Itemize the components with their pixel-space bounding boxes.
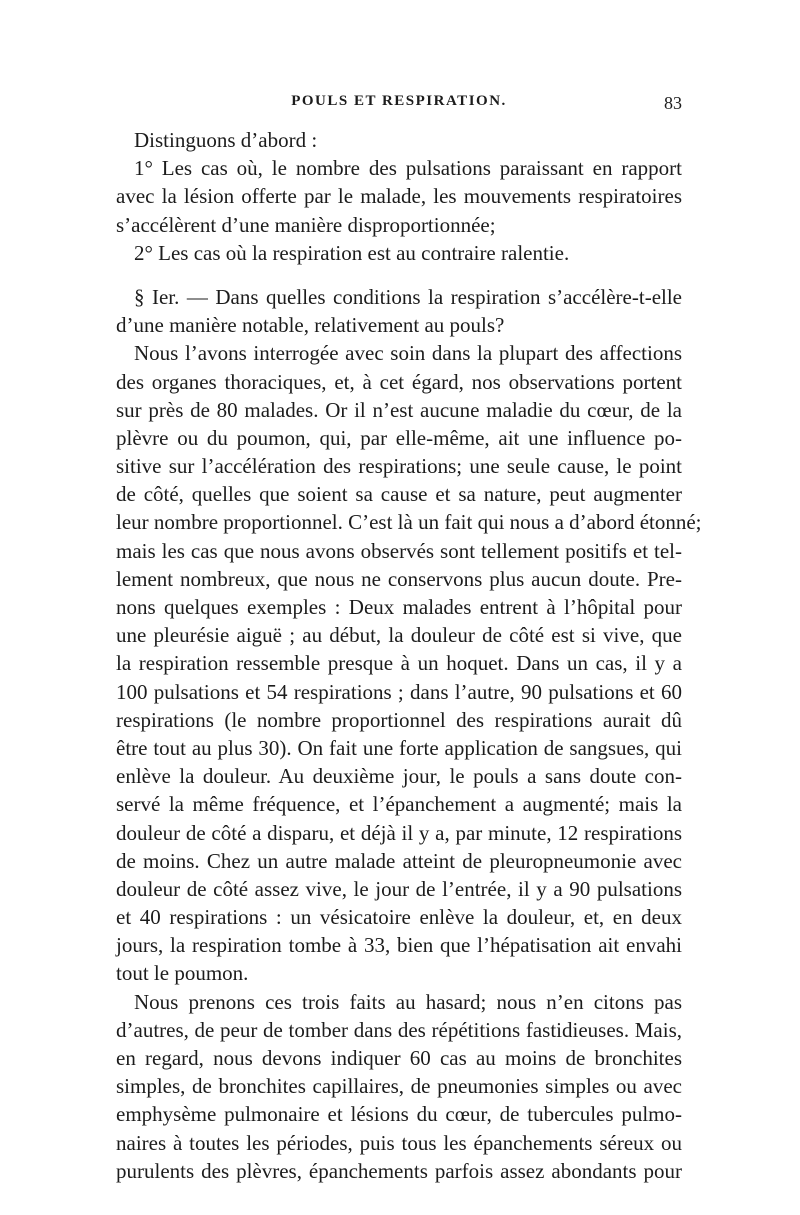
text-line: en regard, nous devons indiquer 60 cas au moins de bronchites	[116, 1046, 682, 1070]
text-line: purulents des plèvres, épanchements parfois assez abondants pour	[116, 1158, 682, 1183]
text-line: 1° Les cas où, le nombre des pulsations paraissant en rapport	[134, 156, 682, 181]
text-line: d’autres, de peur de tomber dans des répétitions fastidieuses. Mais,	[116, 1017, 682, 1042]
page-number: 83	[664, 93, 682, 113]
text-line: la respiration ressemble presque à un hoquet. Dans un cas, il y a	[116, 651, 682, 676]
text-line: douleur de côté assez vive, le jour de l’entrée, il y a 90 pulsations	[116, 876, 682, 901]
text-line: nons quelques exemples : Deux malades entrent à l’hôpital pour	[116, 595, 682, 619]
text-line: sitive sur l’accélération des respirations; une seule cause, le point	[116, 454, 682, 479]
text-line: une pleurésie aiguë ; au début, la douleur de côté est si vive, que	[116, 623, 682, 648]
text-line: s’accélèrent d’une manière disproportionnée;	[116, 212, 496, 237]
text-line: enlève la douleur. Au deuxième jour, le pouls a sans doute con-	[116, 764, 682, 789]
text-line: Nous l’avons interrogée avec soin dans la plupart des affections	[134, 341, 682, 366]
running-title: POULS ET RESPIRATION.	[291, 93, 507, 109]
text-line: simples, de bronchites capillaires, de pneumonies simples ou avec	[116, 1074, 682, 1099]
text-line: de moins. Chez un autre malade atteint de pleuropneumonie avec	[116, 848, 682, 873]
text-line: servé la même fréquence, et l’épanchement a augmenté; mais la	[116, 792, 682, 817]
text-line: douleur de côté a disparu, et déjà il y a, par minute, 12 respirations	[116, 820, 682, 845]
text-line: Nous prenons ces trois faits au hasard; nous n’en citons pas	[134, 989, 682, 1014]
page-header	[116, 93, 682, 117]
section-heading-line: d’une manière notable, relativement au pouls?	[116, 313, 505, 338]
text-line: emphysème pulmonaire et lésions du cœur, de tubercules pulmo-	[116, 1102, 682, 1127]
text-line: et 40 respirations : un vésicatoire enlève la douleur, et, en deux	[116, 905, 682, 930]
text-line: respirations (le nombre proportionnel des respirations aurait dû	[116, 707, 682, 732]
text-line: 2° Les cas où la respiration est au contraire ralentie.	[134, 240, 570, 265]
text-line: 100 pulsations et 54 respirations ; dans l’autre, 90 pulsations et 60	[116, 679, 682, 704]
text-line: être tout au plus 30). On fait une forte application de sangsues, qui	[116, 735, 682, 760]
body-text	[116, 126, 702, 1185]
text-line: Distinguons d’abord :	[134, 128, 318, 152]
text-line: naires à toutes les périodes, puis tous les épanchements séreux ou	[116, 1130, 682, 1155]
paragraph-gap	[116, 267, 682, 283]
text-line: plèvre ou du poumon, qui, par elle-même, ait une influence po-	[116, 425, 682, 450]
text-line: leur nombre proportionnel. C’est là un fait qui nous a d’abord étonné;	[116, 510, 702, 535]
text-line: lement nombreux, que nous ne conservons plus aucun doute. Pre-	[116, 566, 682, 591]
text-line: avec la lésion offerte par le malade, les mouvements respiratoires	[116, 184, 682, 209]
text-line: jours, la respiration tombe à 33, bien que l’hépatisation ait envahi	[116, 933, 682, 958]
text-line: sur près de 80 malades. Or il n’est aucune maladie du cœur, de la	[116, 397, 682, 422]
text-line: des organes thoraciques, et, à cet égard, nos observations portent	[116, 369, 682, 394]
section-heading-line: § Ier. — Dans quelles conditions la respiration s’accélère-t-elle	[134, 284, 682, 309]
text-line: de côté, quelles que soient sa cause et sa nature, peut augmenter	[116, 482, 682, 507]
text-line: tout le poumon.	[116, 961, 249, 986]
text-line: mais les cas que nous avons observés sont tellement positifs et tel-	[116, 538, 682, 563]
